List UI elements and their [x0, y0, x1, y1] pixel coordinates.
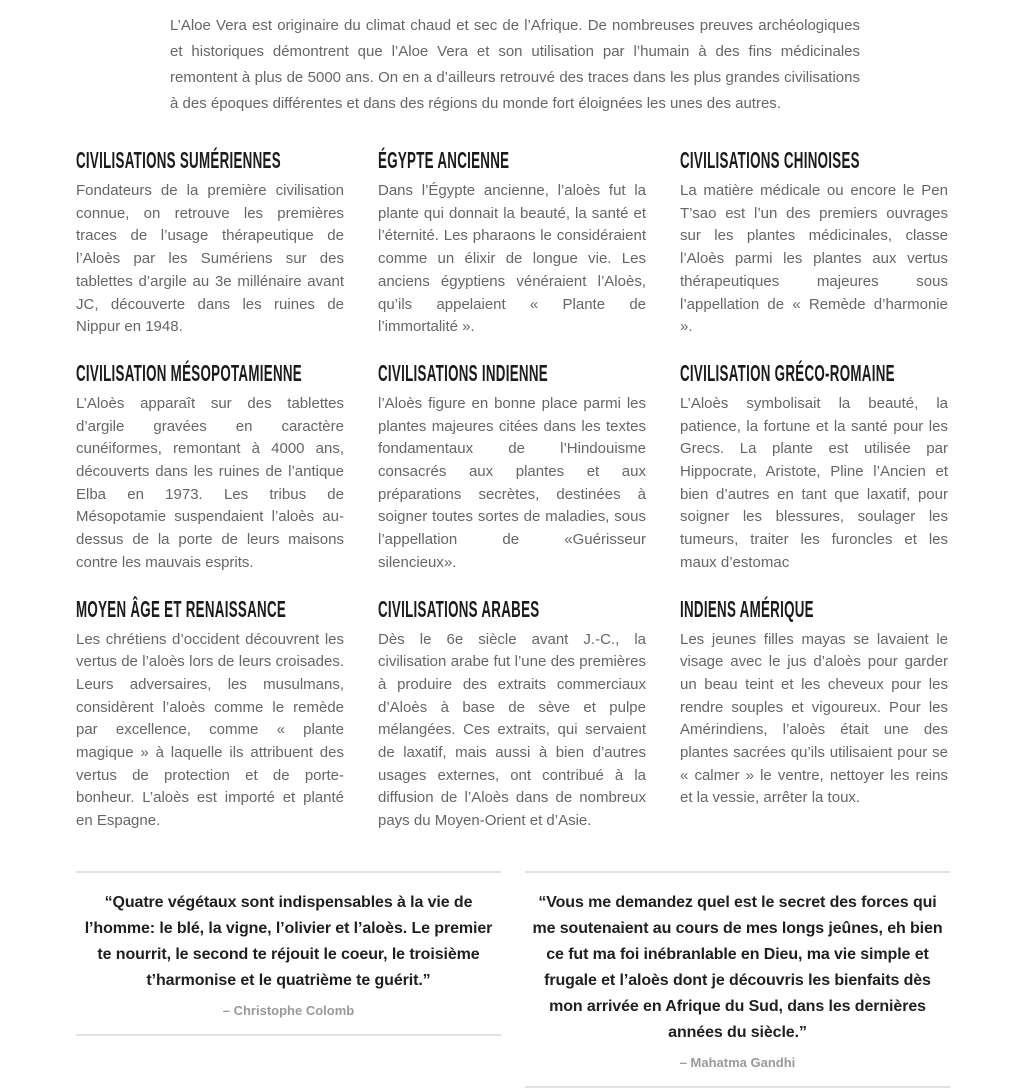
- section-title: CIVILISATION MÉSOPOTAMIENNE: [76, 359, 302, 386]
- section-body: La matière médicale ou encore le Pen T’sao est l’un des premiers ouvrages sur les plantes médicinales, classe l’Aloès parmi les plantes aux vertus thérapeutiques majeures sous l’appellation de « Remède d’harmonie ».: [680, 182, 948, 336]
- section-moyen-age-renaissance: [76, 596, 344, 833]
- section-body: L’Aloès apparaît sur des tablettes d’argile gravées en caractère cunéiformes, remontant à 4000 ans, découverts dans les ruines de l’antique Elba en 1973. Les tribus de Mésopotamie suspendaient l’aloès au-dessus de la porte de leurs maisons contre les mauvais esprits.: [76, 394, 344, 571]
- quote-mahatma-gandhi: [525, 871, 950, 1088]
- section-title: MOYEN ÂGE ET RENAISSANCE: [76, 595, 287, 622]
- quote-attribution: – Mahatma Gandhi: [679, 1054, 796, 1070]
- quote-christophe-colomb: [76, 871, 501, 1036]
- intro-paragraph: L’Aloe Vera est originaire du climat chaud et sec de l’Afrique. De nombreuses preuves archéologiques et historiques démontrent que l’Aloe Vera et son utilisation par l’humain à des fins médicinales remontent à plus de 5000 ans. On en a d’ailleurs retrouvé des traces dans les plus grandes civilisations à des époques différentes et dans des régions du monde fort éloignées les unes des autres.: [170, 17, 860, 112]
- section-civilisations-arabes: [378, 596, 646, 833]
- civilisations-grid: [76, 147, 948, 833]
- section-civilisations-sumeriennes: [76, 147, 344, 339]
- section-indiens-amerique: [680, 596, 948, 833]
- section-civilisations-chinoises: [680, 147, 948, 339]
- section-body: Les chrétiens d’occident découvrent les vertus de l’aloès lors de leurs croisades. Leurs adversaires, les musulmans, considèrent l’aloès comme le remède par excellence, comme « plante magique » à laquelle ils attribuent des vertus de protection et de porte-bonheur. L’aloès est importé et planté en Espagne.: [76, 630, 344, 830]
- quote-text: “Quatre végétaux sont indispensables à la vie de l’homme: le blé, la vigne, l’olivier et l’aloès. Le premier te nourrit, le second te réjouit le coeur, le troisième t’harmonise et le quatrième te guérit.”: [84, 893, 493, 989]
- quote-text: “Vous me demandez quel est le secret des forces qui me soutenaient au cours de mes longs jeûnes, eh bien ce fut ma foi inébranlable en Dieu, ma vie simple et frugale et l’aloès dont je découvris les bienfaits dès mon arrivée en Afrique du Sud, dans les dernières années du siècle.”: [532, 893, 943, 1041]
- section-title: CIVILISATIONS SUMÉRIENNES: [76, 147, 281, 173]
- section-body: Les jeunes filles mayas se lavaient le visage avec le jus d’aloès pour garder un beau teint et les cheveux pour les rendre souples et vigoureux. Pour les Amérindiens, l’aloès était une des plantes sacrées qu’ils utilisaient pour se « calmer » le ventre, nettoyer les reins et la vessie, arrêter la toux.: [680, 630, 948, 807]
- section-body: L’Aloès symbolisait la beauté, la patience, la fortune et la santé pour les Grecs. La plante est utilisée par Hippocrate, Aristote, Pline l’Ancien et bien d’autres en tant que laxatif, pour soigner les blessures, soulager les tumeurs, traiter les furoncles et les maux d’estomac: [680, 394, 948, 571]
- quotes-row: [76, 871, 950, 1088]
- section-body: Fondateurs de la première civilisation connue, on retrouve les premières traces de l’usage thérapeutique de l’Aloès par les Sumériens sur des tablettes d’argile au 3e millénaire avant JC, découverte dans les ruines de Nippur en 1948.: [76, 182, 344, 336]
- section-body: l’Aloès figure en bonne place parmi les plantes majeures citées dans les textes fondamentaux de l’Hindouisme consacrés aux plantes et aux préparations secrètes, destinées à soigner toutes sortes de maladies, sous l’appellation de «Guérisseur silencieux».: [378, 394, 646, 571]
- section-egypte-ancienne: [378, 147, 646, 339]
- section-title: CIVILISATIONS INDIENNE: [378, 359, 548, 386]
- aloe-history-page: [0, 13, 1027, 1088]
- section-title: CIVILISATIONS CHINOISES: [680, 147, 860, 173]
- section-civilisation-mesopotamienne: [76, 360, 344, 575]
- section-title: INDIENS AMÉRIQUE: [680, 595, 814, 622]
- section-title: CIVILISATION GRÉCO-ROMAINE: [680, 359, 895, 386]
- section-civilisations-indienne: [378, 360, 646, 575]
- section-body: Dès le 6e siècle avant J.-C., la civilisation arabe fut l’une des premières à produire des extraits commerciaux d’Aloès à base de sève et pulpe mélangées. Ces extraits, qui servaient de laxatif, mais aussi à bien d’autres usages externes, ont contribué à la diffusion de l’Aloès dans de nombreux pays du Moyen-Orient et d’Asie.: [378, 630, 646, 830]
- section-body: Dans l’Égypte ancienne, l’aloès fut la plante qui donnait la beauté, la santé et l’éternité. Les pharaons le considéraient comme un élixir de longue vie. Les anciens égyptiens vénéraient l’Aloès, qu’ils appelaient « Plante de l’immortalité ».: [378, 182, 646, 336]
- section-title: ÉGYPTE ANCIENNE: [378, 147, 510, 173]
- section-title: CIVILISATIONS ARABES: [378, 595, 540, 622]
- section-civilisation-greco-romaine: [680, 360, 948, 575]
- quote-attribution: – Christophe Colomb: [222, 1002, 355, 1018]
